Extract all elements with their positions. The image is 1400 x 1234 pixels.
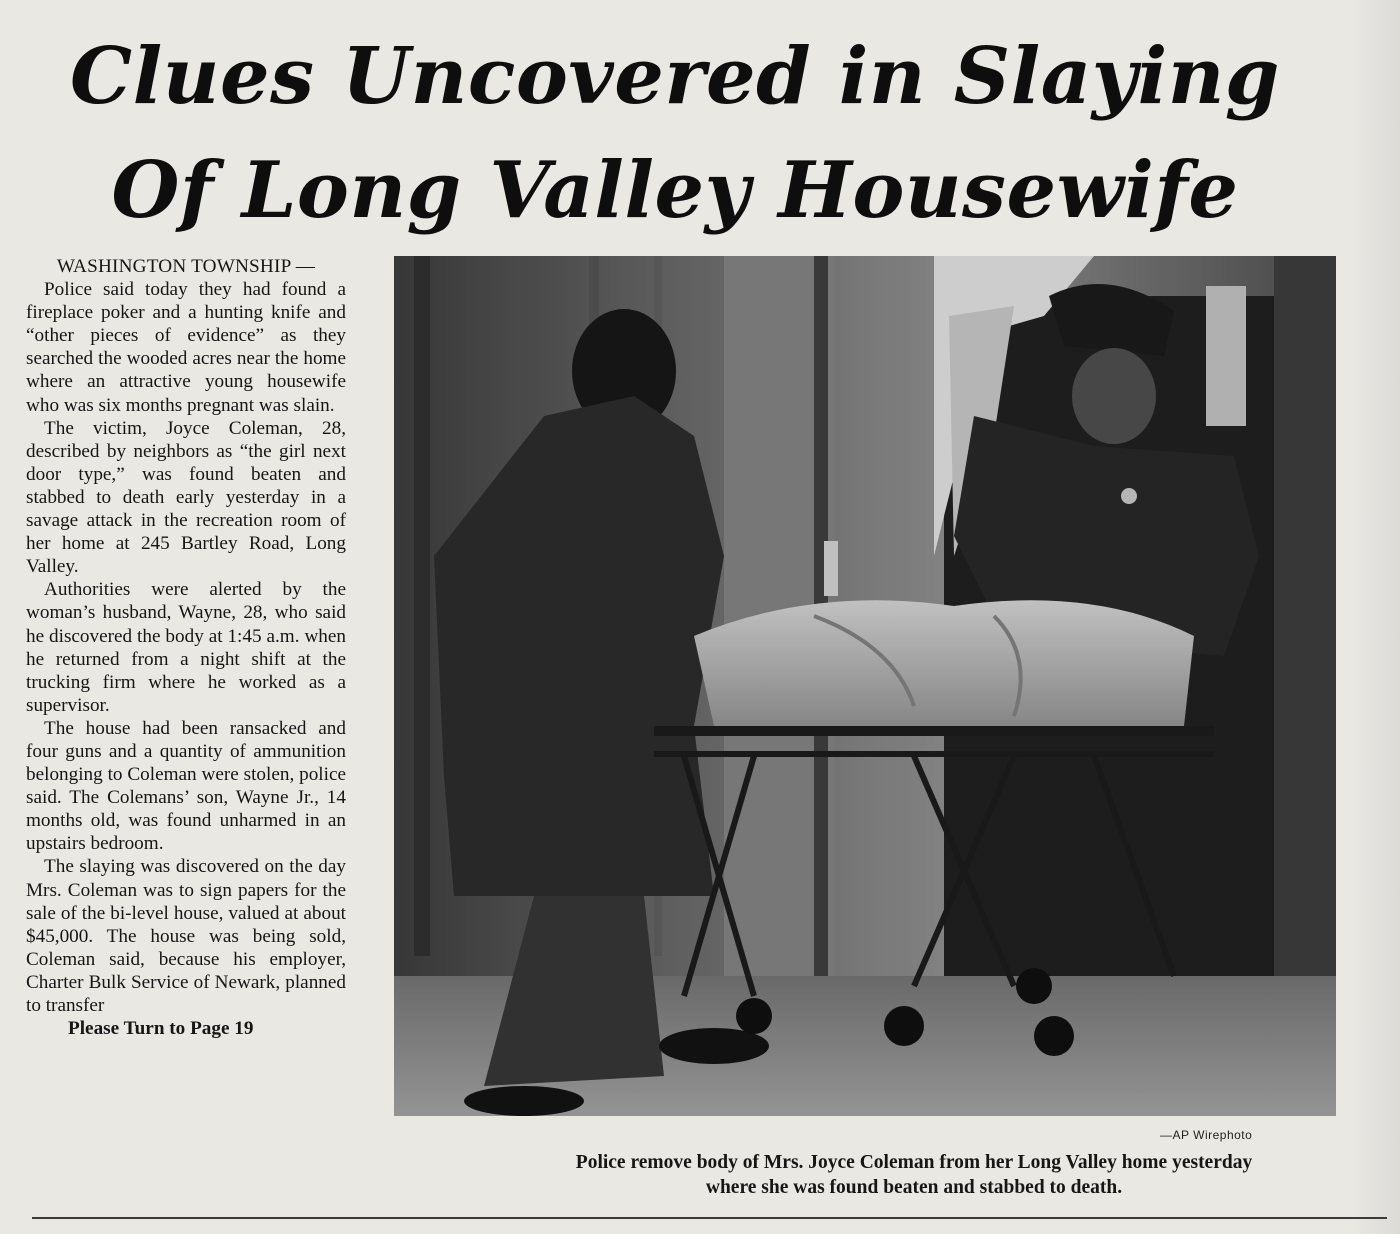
adjacent-column-bleed (1350, 0, 1400, 1234)
article-column (26, 255, 346, 1040)
article-paragraph: Authorities were alerted by the woman’s husband, Wayne, 28, who said he discovered the body at 1:45 a.m. when he returned from a night shift at the trucking firm where he worked as a supervisor. (26, 579, 346, 716)
headline-line-1: Clues Uncovered in Slaying (70, 31, 1280, 122)
headline-line-2: Of Long Valley Housewife (111, 145, 1239, 236)
bottom-rule (32, 1217, 1387, 1219)
caption-line-1: Police remove body of Mrs. Joyce Coleman from her Long Valley home yesterday (575, 1152, 1253, 1173)
article-paragraph: The house had been ransacked and four guns and a quantity of ammunition belonging to Coleman were stolen, police said. The Colemans’ son, Wayne Jr., 14 months old, was found unharmed in an upstairs bedroom. (26, 717, 346, 855)
photo-credit: —AP Wirephoto (1160, 1128, 1253, 1142)
article-paragraph: Police said today they had found a fireplace poker and a hunting knife and “other pieces of evidence” as they searched the wooded acres near the home where an attractive young housewife who was six months pregnant was slain. (26, 279, 346, 416)
headline (60, 20, 1290, 248)
news-photo-image (394, 256, 1336, 1116)
dateline: WASHINGTON TOWNSHIP — (56, 256, 316, 277)
article-paragraph: The slaying was discovered on the day Mrs. Coleman was to sign papers for the sale of the bi-level house, valued at about $45,000. The house was being sold, Coleman said, because his employer, Charter Bulk Service of Newark, planned to transfer (26, 856, 346, 1016)
jump-line: Please Turn to Page 19 (68, 1018, 254, 1040)
caption-line-2: where she was found beaten and stabbed to death. (705, 1177, 1123, 1198)
article-paragraph: The victim, Joyce Coleman, 28, described by neighbors as “the girl next door type,” was found beaten and stabbed to death early yesterday in a savage attack in the recreation room of her home at 245 Bartley Road, Long Valley. (26, 417, 346, 578)
photo-caption (404, 1150, 1400, 1200)
news-photo (394, 256, 1336, 1116)
